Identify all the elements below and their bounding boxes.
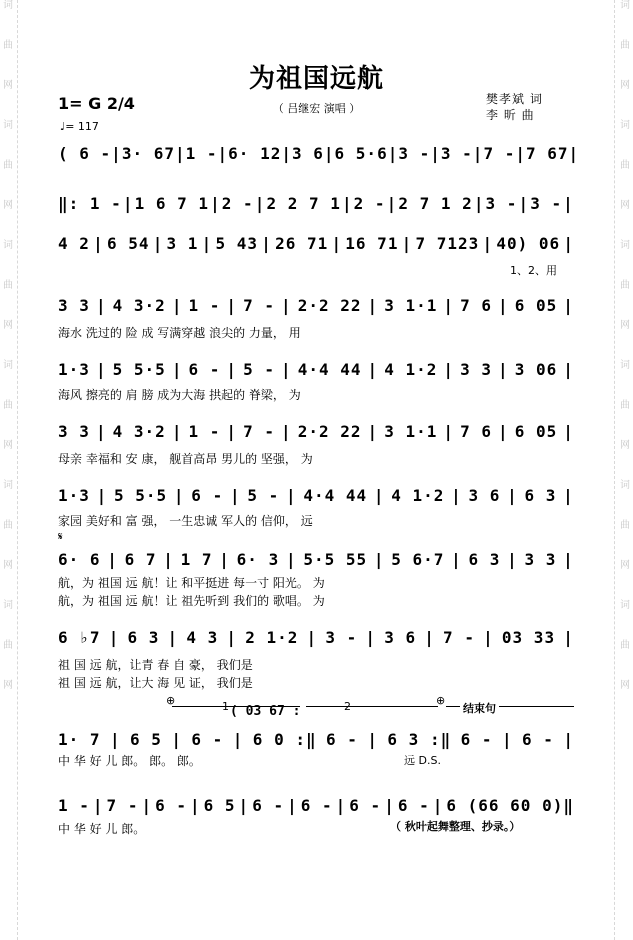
verse-label: 1、2、用 <box>510 264 557 277</box>
ds-label: 远 D.S. <box>404 754 441 767</box>
score-row-1: ( 6 - | 3· 67 | 1 - | 6· 12 | 3 6 | 6 5·6 | 3 - | 3 - | 7 - | 7 67 | <box>58 143 580 163</box>
lyric-line-10: 中 华 好 儿 郎。 <box>58 822 146 836</box>
score-row-6: 3 3 | 4 3·2 | 1 - | 7 - | 2·2 22 | 3 1·1 | 7 6 | 6 05 | <box>58 421 574 441</box>
lyric-line-1: 海水 洗过的 险 成 写满穿越 浪尖的 力量， 用 <box>58 326 301 340</box>
lyric-line-5: 航，为 祖国 远 航！让 和平挺进 每一寸 阳光。 为 <box>58 576 325 590</box>
score-row-3: 4 2 | 6 54 | 3 1 | 5 43 | 26 71 | 16 71 | 7 7123 | 40) 06 | <box>58 233 574 253</box>
lyric-line-9: 中 华 好 儿 郎。 郎。 郎。 <box>58 754 201 768</box>
volta-first-label: 1 <box>222 700 229 713</box>
lyric-line-7: 祖 国 远 航，让青 春 自 豪， 我们是 <box>58 658 253 672</box>
lyric-line-6: 航，为 祖国 远 航！让 祖先听到 我们的 歌唱。 为 <box>58 594 325 608</box>
lyric-line-8: 祖 国 远 航，让大 海 见 证， 我们是 <box>58 676 253 690</box>
score-row-4: 3 3 | 4 3·2 | 1 - | 7 - | 2·2 22 | 3 1·1 | 7 6 | 6 05 | <box>58 295 574 315</box>
score-row-8: 6· 6 | 6 7 | 1 7 | 6· 3 | 5·5 55 | 5 6·7 | 6 3 | 3 3 | <box>58 549 574 569</box>
left-dashed-border <box>17 0 18 940</box>
lyric-line-3: 母亲 幸福和 安 康， 舰首高昂 男儿的 坚强， 为 <box>58 452 313 466</box>
score-row-7: 1·3 | 5 5·5 | 6 - | 5 - | 4·4 44 | 4 1·2 | 3 6 | 6 3 | <box>58 485 574 505</box>
tempo-marking: ♩= 117 <box>60 120 99 133</box>
score-row-11: 1 - | 7 - | 6 - | 6 5 | 6 - | 6 - | 6 - | 6 - | 6 (66 60 0)‖ <box>58 795 574 815</box>
score-row-9: 6 ♭7 | 6 3 | 4 3 | 2 1·2 | 3 - | 3 6 | 7 - | 03 33 | <box>58 627 574 647</box>
score-row-2: ‖: 1 - | 1 6 7 1 | 2 - | 2 2 7 1 | 2 - | 2 7 1 2 | 3 - | 3 - | <box>58 193 574 213</box>
lyricist-credit: 樊孝斌 词 <box>486 92 543 106</box>
volta-second-label: 2 <box>344 700 351 713</box>
volta-bridge-notes: ( 03 67 : <box>230 704 301 719</box>
singer-credit: （ 吕继宏 演唱 ） <box>272 102 361 115</box>
left-watermark: 词 曲 网 词 曲 网 词 曲 网 词 曲 网 词 曲 网 词 曲 网 <box>3 0 13 691</box>
end-phrase-label: 结束句 <box>460 700 499 716</box>
score-row-5: 1·3 | 5 5·5 | 6 - | 5 - | 4·4 44 | 4 1·2 | 3 3 | 3 06 | <box>58 359 574 379</box>
volta-second-bracket <box>306 706 438 707</box>
song-title: 为祖国远航 <box>248 64 384 94</box>
footer-note: （ 秋叶起舞整理、抄录。） <box>390 820 521 833</box>
coda-icon-2: ⊕ <box>436 694 446 707</box>
composer-credit: 李 昕 曲 <box>486 108 535 122</box>
score-row-10: 1· 7 | 6 5 | 6 - | 6 0 :‖ 6 - | 6 3 :‖ 6 - | 6 - | <box>58 729 574 749</box>
coda-icon: ⊕ <box>166 694 176 707</box>
lyric-line-4: 家园 美好和 富 强， 一生忠诚 军人的 信仰， 远 <box>58 514 313 528</box>
right-dashed-border <box>614 0 615 940</box>
key-signature: 1= G 2/4 <box>58 94 135 113</box>
right-watermark: 词 曲 网 词 曲 网 词 曲 网 词 曲 网 词 曲 网 词 曲 网 <box>620 0 630 691</box>
segno-icon: 𝄋 <box>58 530 63 543</box>
lyric-line-2: 海风 擦亮的 肩 膀 成为大海 拱起的 脊梁， 为 <box>58 388 301 402</box>
